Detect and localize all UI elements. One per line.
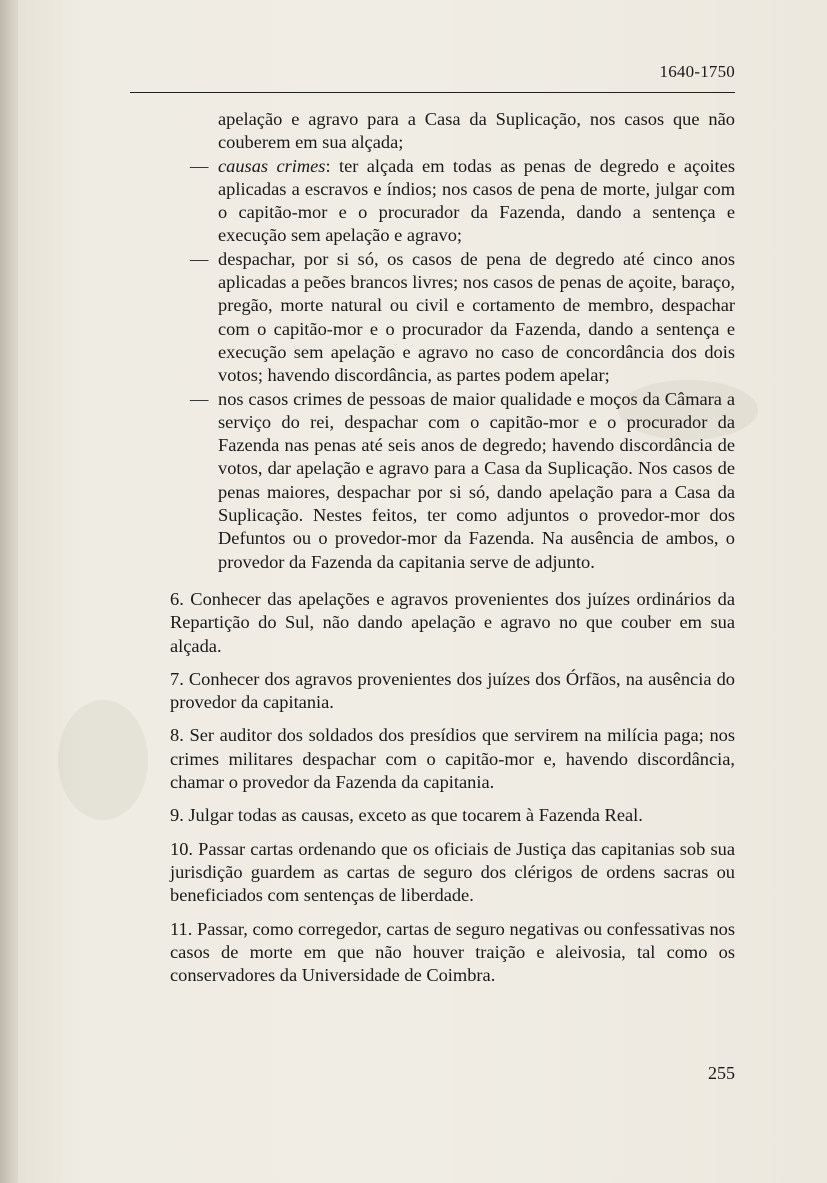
numbered-item-9: 9. Julgar todas as causas, exceto as que tocarem à Fazenda Real. xyxy=(170,805,643,826)
running-head: 1640-1750 xyxy=(659,62,735,81)
numbered-item-7: 7. Conhecer dos agravos provenientes dos juízes dos Órfãos, na ausência do provedor da capitania. xyxy=(170,668,735,713)
dash-item-text: nos casos crimes de pessoas de maior qualidade e moços da Câmara a serviço do rei, despachar com o capitão-mor e o procurador da Fazenda nas penas até seis anos de degredo; havendo discordância de votos, dar apelação e agravo para a Casa da Suplicação. Nos casos de penas maiores, despachar por si só, dando apelação para a Casa da Suplicação. Nestes feitos, ter como adjuntos o provedor-mor dos Defuntos ou o provedor-mor da Fazenda. Na ausência de ambos, o provedor da Fazenda da capitania serve de adjunto. xyxy=(218,388,735,572)
italic-lead: causas crimes xyxy=(218,155,326,176)
dash-item-text: despachar, por si só, os casos de pena de degredo até cinco anos aplicadas a peões brancos livres; nos casos de penas de açoite, baraço, pregão, morte natural ou civil e cortamento de membro, despachar com o capitão-mor e o procurador da Fazenda, dando a sentença e execução sem apelação e agravo no caso de concordância dos dois votos; havendo discordância, as partes podem apelar; xyxy=(218,248,735,386)
numbered-item-11: 11. Passar, como corregedor, cartas de seguro negativas ou confessativas nos casos de morte em que não houver traição e aleivosia, tal como os conservadores da Universidade de Coimbra. xyxy=(170,918,735,986)
page-header xyxy=(130,62,735,93)
dash-item-text: : ter alçada em todas as penas de degredo e açoites aplicadas a escravos e índios; nos casos de pena de morte, julgar com o capitão-mor e o procurador da Fazenda, dando a sentença e execução sem apelação e agravo; xyxy=(218,155,735,246)
continuation-paragraph: apelação e agravo para a Casa da Suplicação, nos casos que não couberem em sua alçada; xyxy=(218,109,735,153)
dash-list-item xyxy=(130,155,735,248)
em-dash: — xyxy=(190,388,209,409)
page-body xyxy=(130,108,735,987)
dash-list-item xyxy=(130,248,735,388)
numbered-item-6: 6. Conhecer das apelações e agravos provenientes dos juízes ordinários da Repartição do Sul, não dando apelação e agravo no que couber em sua alçada. xyxy=(170,588,735,656)
em-dash: — xyxy=(190,248,209,269)
numbered-item-8: 8. Ser auditor dos soldados dos presídios que servirem na milícia paga; nos crimes militares despachar com o capitão-mor e, havendo discordância, chamar o provedor da Fazenda da capitania. xyxy=(170,725,735,793)
dash-list-item xyxy=(130,388,735,574)
em-dash: — xyxy=(190,155,209,176)
page-number: 255 xyxy=(708,1063,735,1083)
numbered-item-10: 10. Passar cartas ordenando que os oficiais de Justiça das capitanias sob sua jurisdição guardem as cartas de seguro dos clérigos de ordens sacras ou beneficiados com sentenças de liberdade. xyxy=(170,838,735,906)
